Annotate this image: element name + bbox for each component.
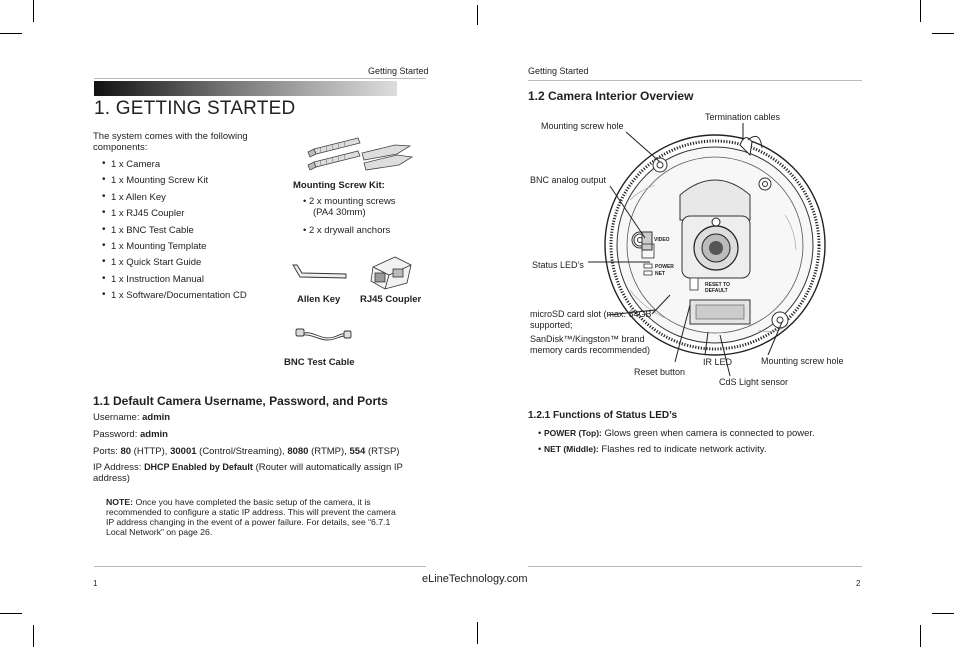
callout-status-led: Status LED’s xyxy=(532,260,584,270)
screw-kit-item: • 2 x mounting screws xyxy=(303,196,396,207)
led-item-power: • POWER (Top): Glows green when camera is connected to power. xyxy=(538,428,815,439)
rj45-coupler-image xyxy=(365,253,417,291)
note-block xyxy=(106,497,431,537)
crop-mark xyxy=(920,0,921,22)
crop-mark xyxy=(920,625,921,647)
ip-address-line: IP Address: DHCP Enabled by Default (Router will automatically assign IP address) xyxy=(93,462,403,484)
callout-mounting-hole-top: Mounting screw hole xyxy=(541,121,624,131)
led-item-net: • NET (Middle): Flashes red to indicate network activity. xyxy=(538,444,767,455)
crop-mark xyxy=(0,613,22,614)
crop-mark xyxy=(477,622,478,644)
callout-mounting-hole-bottom: Mounting screw hole xyxy=(761,356,844,366)
right-running-header: Getting Started xyxy=(528,66,589,76)
section-title-interior: 1.2 Camera Interior Overview xyxy=(528,89,694,103)
password-line: Password: admin xyxy=(93,429,168,440)
bnc-cable-image xyxy=(294,325,354,347)
title-gradient-bar xyxy=(94,81,397,96)
right-header-rule xyxy=(528,80,862,81)
right-footer-rule xyxy=(528,566,862,567)
screw-kit-item: (PA4 30mm) xyxy=(313,207,366,218)
callout-cds-sensor: CdS Light sensor xyxy=(719,377,789,387)
list-item: • 1 x Quick Start Guide xyxy=(101,257,291,273)
note-line: NOTE: Once you have completed the basic setup of the camera, it is xyxy=(106,497,371,507)
list-item: • 1 x BNC Test Cable xyxy=(101,225,291,241)
rj45-label: RJ45 Coupler xyxy=(360,294,422,305)
list-item: • 1 x RJ45 Coupler xyxy=(101,208,291,224)
bnc-cable-label: BNC Test Cable xyxy=(284,357,355,368)
ports-line: Ports: 80 (HTTP), 30001 (Control/Streaming), 8080 (RTMP), 554 (RTSP) xyxy=(93,446,400,457)
allen-key-label: Allen Key xyxy=(297,294,341,305)
username-line: Username: admin xyxy=(93,412,171,423)
list-item: • 1 x Mounting Template xyxy=(101,241,291,257)
crop-mark xyxy=(33,625,34,647)
intro-text: The system comes with the following components: xyxy=(93,131,248,153)
crop-mark xyxy=(33,0,34,22)
crop-mark xyxy=(932,613,954,614)
callout-ir-led: IR LED xyxy=(703,357,733,367)
list-item: • 1 x Instruction Manual xyxy=(101,274,291,290)
callout-termination-cables: Termination cables xyxy=(705,112,781,122)
screw-kit-title: Mounting Screw Kit: xyxy=(293,180,385,191)
left-header-rule xyxy=(94,78,426,79)
list-item: • 1 x Software/Documentation CD xyxy=(101,290,291,306)
screw-kit-item: • 2 x drywall anchors xyxy=(303,225,391,236)
callout-reset-button: Reset button xyxy=(634,367,686,377)
board-label-power: POWER xyxy=(655,264,674,270)
right-page-number: 2 xyxy=(856,579,861,588)
note-line: IP address changing in the event of a power failure. For details, see “6.7.1 xyxy=(106,517,391,527)
crop-mark xyxy=(932,33,954,34)
footer-website: eLineTechnology.com xyxy=(422,573,528,585)
callout-microsd-brand: SanDisk™/Kingston™ brand memory cards recommended) xyxy=(530,334,651,355)
screw-kit-image xyxy=(300,132,415,177)
allen-key-image xyxy=(290,262,350,282)
page-title: 1. GETTING STARTED xyxy=(94,98,296,119)
list-item: • 1 x Allen Key xyxy=(101,192,291,208)
subsection-status-leds: 1.2.1 Functions of Status LED’s xyxy=(528,410,678,421)
left-page-number: 1 xyxy=(93,579,98,588)
section-title-credentials: 1.1 Default Camera Username, Password, and Ports xyxy=(93,394,388,408)
left-footer-rule xyxy=(94,566,426,567)
crop-mark xyxy=(0,33,22,34)
board-label-video: VIDEO xyxy=(654,237,670,243)
left-running-header: Getting Started xyxy=(368,66,429,76)
board-label-net: NET xyxy=(655,271,665,277)
list-item: • 1 x Mounting Screw Kit xyxy=(101,175,291,191)
callout-bnc-output: BNC analog output xyxy=(530,175,607,185)
board-label-reset: RESET TO xyxy=(705,282,730,288)
callout-microsd: microSD card slot (max. 64GB supported; xyxy=(530,309,652,330)
note-line: recommended to configure a static IP address. This will prevent the camera xyxy=(106,507,396,517)
components-list xyxy=(101,159,291,307)
crop-mark xyxy=(477,5,478,25)
board-label-default: DEFAULT xyxy=(705,288,728,294)
list-item: • 1 x Camera xyxy=(101,159,291,175)
note-line: Local Network” on page 26. xyxy=(106,527,213,537)
